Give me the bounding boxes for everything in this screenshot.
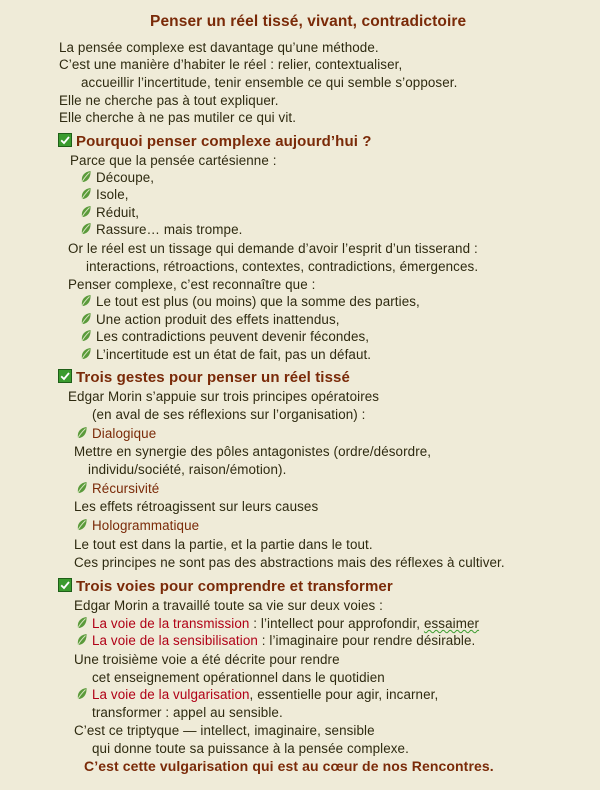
section-heading: [58, 133, 372, 150]
section-heading-text: Trois gestes pour penser un réel tissé: [76, 369, 350, 386]
lead-text: Edgar Morin s’appuie sur trois principes opératoires: [68, 389, 380, 404]
leaf-icon: [80, 170, 92, 184]
way-text: , essentielle pour agir, incarner,: [249, 687, 439, 702]
list-item: [80, 186, 129, 203]
list-item-text: Découpe,: [96, 170, 155, 185]
intro-line: C’est une manière d’habiter le réel : relier, contextualiser,: [59, 57, 403, 72]
principle-term: [76, 517, 199, 534]
list-item-text: Réduit,: [96, 205, 140, 220]
intro-line: La pensée complexe est davantage qu’une méthode.: [59, 40, 379, 55]
way-text: : l’imaginaire pour rendre désirable.: [257, 633, 476, 648]
list-item: [80, 311, 340, 328]
list-item-text: Le tout est plus (ou moins) que la somme des parties,: [96, 294, 420, 309]
list-item-text: Rassure… mais trompe.: [96, 222, 243, 237]
checkbox-checked-icon: [58, 133, 72, 147]
leaf-icon: [80, 222, 92, 236]
principle-desc: Le tout est dans la partie, et la partie dans le tout.: [74, 537, 373, 552]
way-item: [76, 686, 438, 703]
leaf-icon: [76, 633, 88, 647]
lead-text: Edgar Morin a travaillé toute sa vie sur deux voies :: [74, 598, 383, 613]
lead-text: Parce que la pensée cartésienne :: [70, 153, 277, 168]
way-text-cont: transformer : appel au sensible.: [92, 705, 283, 720]
paragraph-line: qui donne toute sa puissance à la pensée complexe.: [92, 741, 409, 756]
section-heading-text: Pourquoi penser complexe aujourd’hui ?: [76, 133, 372, 150]
list-item: [80, 221, 242, 238]
checkbox-checked-icon: [58, 578, 72, 592]
page-title: Penser un réel tissé, vivant, contradictoire: [150, 13, 467, 30]
intro-line: Elle cherche à ne pas mutiler ce qui vit.: [59, 110, 297, 125]
way-text-underlined: essaimer: [423, 616, 480, 631]
principle-desc: individu/société, raison/émotion).: [88, 462, 287, 477]
principle-term: [76, 480, 159, 497]
way-term: La voie de la sensibilisation: [92, 633, 258, 648]
way-text: : l’intellect pour approfondir,: [249, 616, 424, 631]
term-label: Dialogique: [92, 426, 157, 441]
leaf-icon: [76, 518, 88, 532]
paragraph-line: interactions, rétroactions, contextes, contradictions, émergences.: [86, 259, 479, 274]
leaf-icon: [80, 294, 92, 308]
section-heading: [58, 578, 393, 595]
section-heading: [58, 369, 350, 386]
principle-term: [76, 425, 156, 442]
leaf-icon: [80, 187, 92, 201]
leaf-icon: [76, 616, 88, 630]
leaf-icon: [80, 312, 92, 326]
intro-line: accueillir l’incertitude, tenir ensemble ce qui semble s’opposer.: [81, 75, 458, 90]
leaf-icon: [80, 347, 92, 361]
list-item: [80, 204, 139, 221]
way-item: [76, 615, 479, 632]
term-label: Hologrammatique: [92, 518, 200, 533]
intro-line: Elle ne cherche pas à tout expliquer.: [59, 93, 279, 108]
list-item-text: L’incertitude est un état de fait, pas un défaut.: [96, 347, 372, 362]
way-item: [76, 632, 475, 649]
checkbox-checked-icon: [58, 369, 72, 383]
term-label: Récursivité: [92, 481, 160, 496]
list-item-text: Isole,: [96, 187, 129, 202]
lead-text: (en aval de ses réflexions sur l’organisation) :: [92, 407, 366, 422]
principle-desc: Les effets rétroagissent sur leurs causes: [74, 499, 319, 514]
way-term: La voie de la vulgarisation: [92, 687, 250, 702]
leaf-icon: [76, 687, 88, 701]
section-heading-text: Trois voies pour comprendre et transformer: [76, 578, 393, 595]
list-item-text: Une action produit des effets inattendus,: [96, 312, 340, 327]
list-item: [80, 328, 369, 345]
leaf-icon: [80, 329, 92, 343]
paragraph-line: Or le réel est un tissage qui demande d’avoir l’esprit d’un tisserand :: [68, 241, 478, 256]
paragraph-line: C’est ce triptyque — intellect, imaginaire, sensible: [74, 723, 375, 738]
paragraph-line: cet enseignement opérationnel dans le quotidien: [92, 670, 385, 685]
conclusion-text: Ces principes ne sont pas des abstractions mais des réflexes à cultiver.: [74, 555, 505, 570]
lead-text: Penser complexe, c’est reconnaître que :: [68, 277, 316, 292]
leaf-icon: [80, 205, 92, 219]
list-item: [80, 346, 371, 363]
leaf-icon: [76, 426, 88, 440]
list-item-text: Les contradictions peuvent devenir fécondes,: [96, 329, 370, 344]
list-item: [80, 169, 154, 186]
closing-statement: C’est cette vulgarisation qui est au cœur de nos Rencontres.: [84, 758, 494, 774]
leaf-icon: [76, 481, 88, 495]
way-term: La voie de la transmission: [92, 616, 250, 631]
list-item: [80, 293, 420, 310]
paragraph-line: Une troisième voie a été décrite pour rendre: [74, 652, 340, 667]
principle-desc: Mettre en synergie des pôles antagonistes (ordre/désordre,: [74, 444, 432, 459]
